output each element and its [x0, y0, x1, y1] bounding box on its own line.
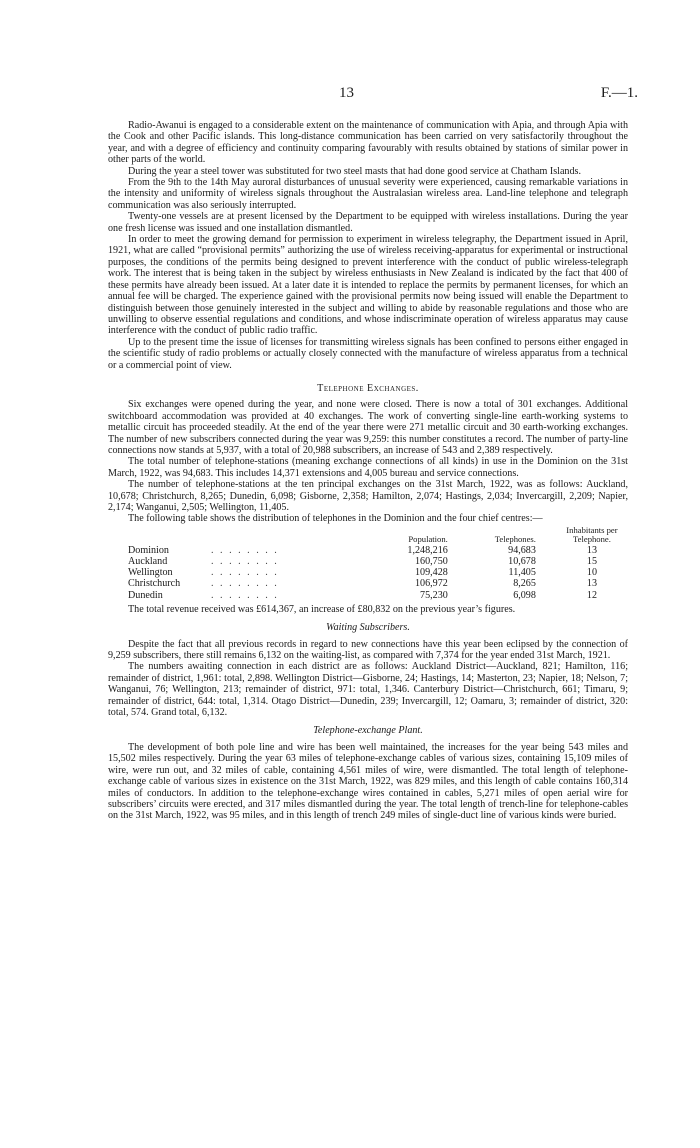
cell-place: Dominion: [128, 544, 169, 556]
cell-population: 160,750: [414, 556, 448, 568]
paragraph: The development of both pole line and wire has been well maintained, the increases for the year being 543 miles and 15,502 miles respectively. During the year 63 miles of telephone-exchange cables of various sizes, containing 15,109 miles of wire, were run out, and 32 miles of cable, containing 4,561 miles of wire, were dismantled. The total length of telephone-exchange cable of various sizes in existence on the 31st March, 1922, was 829 miles, and this length of cable contains 160,314 miles of conductors. In addition to the telephone-exchange wires contained in cables, 5,271 miles of open aerial wire for subscribers’ circuits were erected, and 317 miles dismantled during the year. The total length of trench-line for telephone-cables on the 31st March, 1922, was 95 miles, and in this length of trench 249 miles of single-duct line of various kinds were buried.: [108, 741, 628, 822]
header-inhabitants: Inhabitants per Telephone.: [566, 524, 618, 544]
paragraph: The total number of telephone-stations (meaning exchange connections of all kinds) in use in the Dominion on the 31st March, 1922, was 94,683. This includes 14,371 extensions and 4,005 bureau and service connections.: [108, 456, 628, 479]
table-row: [108, 567, 628, 578]
table-row: [108, 578, 628, 589]
paragraph: Twenty-one vessels are at present licensed by the Department to be equipped with wireless installations. During the year one fresh license was issued and one installation dismantled.: [108, 211, 628, 234]
telephone-distribution-table: [108, 526, 628, 601]
header-population: Population.: [408, 533, 448, 544]
cell-telephones: 8,265: [513, 578, 536, 590]
paragraph: The number of telephone-stations at the ten principal exchanges on the 31st March, 1922, was as follows: Auckland, 10,678; Christchurch, 8,265; Dunedin, 6,098; Gisborne, 2,358; Hamilton, 2,074; Hastings, 2,034; Invercargill, 2,209; Napier, 2,174; Wanganui, 2,505; Wellington, 11,405.: [108, 479, 628, 513]
paragraph: From the 9th to the 14th May auroral disturbances of unusual severity were experienced, causing remarkable variations in the intensity and uniformity of wireless signals throughout the Australasian wireless area. Land-line telephone and telegraph communication was also seriously interrupted.: [108, 177, 628, 211]
cell-inhabitants: 15: [586, 556, 597, 568]
section-heading-telephone-exchanges: Telephone Exchanges.: [317, 382, 419, 394]
cell-inhabitants: 13: [586, 578, 597, 590]
section-heading-exchange-plant: Telephone-exchange Plant.: [313, 725, 423, 737]
leader-dots: . . . . . . . .: [210, 589, 279, 601]
leader-dots: . . . . . . . .: [210, 578, 279, 590]
paragraph: Six exchanges were opened during the year, and none were closed. There is now a total of 301 exchanges. Additional switchboard accommodation was provided at 40 exchanges. The work of converting single-line earth-working systems to metallic circuit has proceeded steadily. At the end of the year there were 271 metallic circuit and 30 earth-working exchanges. The number of new subscribers connected during the year was 9,259: this number constitutes a record. The number of party-line connections now stands at 5,937, with a total of 20,988 subscribers, an increase of 543 and 2,389 respectively.: [108, 399, 628, 456]
paragraph: Up to the present time the issue of licenses for transmitting wireless signals has been confined to persons either engaged in the scientific study of radio problems or actually closely connected with the manufacture of wireless apparatus from a technical or a commercial point of view.: [108, 336, 628, 371]
cell-inhabitants: 10: [586, 567, 597, 579]
paragraph: The numbers awaiting connection in each district are as follows: Auckland District—Auckland, 821; Hamilton, 116; remainder of district, 1,961: total, 2,898. Wellington District—Gisborne, 24; Hastings, 14; Masterton, 23; Napier, 18; Nelson, 7; Wanganui, 76; Wellington, 213; remainder of district, 971: total, 1,346. Canterbury District—Christchurch, 661; Timaru, 9; remainder of district, 644: total, 1,314. Otago District—Dunedin, 239; Invercargill, 12; Oamaru, 3; remainder of district, 320: total, 574. Grand total, 6,132.: [108, 661, 628, 719]
paragraph: In order to meet the growing demand for permission to experiment in wireless telegraphy, the Department issued in April, 1921, what are called “provisional permits” authorizing the use of wireless receiving-apparatus for experimental or instructional purposes, the conditions of the permits being designed to prevent interference with the conduct of public wireless-telegraph work. The interest that is being taken in the subject by wireless enthusiasts in New Zealand is indicated by the fact that 400 of these permits have already been issued. At a later date it is intended to replace the permits by permanent licenses, for which an annual fee will be charged. The experience gained with the provisional permits now being issued will enable the Department to distinguish between those genuinely interested in the subject and willing to abide by reasonable regulations and those who are unwilling to observe essential regulations and conditions, and whose indiscriminate operation of wireless apparatus may cause interference with the conduct of public radio traffic.: [108, 234, 628, 337]
table-row: [108, 556, 628, 567]
cell-telephones: 6,098: [513, 589, 536, 601]
table-row: [108, 545, 628, 556]
section-heading-waiting-subscribers: Waiting Subscribers.: [326, 622, 410, 634]
paragraph: Radio-Awanui is engaged to a considerable extent on the maintenance of communication with Apia, and through Apia with the Cook and other Pacific islands. This long-distance communication has been carried on very satisfactorily throughout the year, and with a degree of efficiency and continuity comparing favourably with results obtained by stations of similar power in other parts of the world.: [108, 120, 628, 166]
cell-population: 75,230: [420, 589, 448, 601]
cell-place: Wellington: [128, 567, 173, 579]
cell-place: Dunedin: [128, 589, 163, 601]
paragraph: The following table shows the distribution of telephones in the Dominion and the four chief centres:—: [128, 513, 543, 525]
page-header: [0, 85, 700, 105]
cell-population: 106,972: [414, 578, 448, 590]
cell-population: 1,248,216: [407, 544, 448, 556]
leader-dots: . . . . . . . .: [210, 544, 279, 556]
cell-place: Auckland: [128, 556, 168, 568]
cell-telephones: 94,683: [508, 544, 536, 556]
paragraph: The total revenue received was £614,367, an increase of £80,832 on the previous year’s figures.: [128, 603, 516, 615]
leader-dots: . . . . . . . .: [210, 556, 279, 568]
leader-dots: . . . . . . . .: [210, 567, 279, 579]
paragraph: During the year a steel tower was substituted for two steel masts that had done good service at Chatham Islands.: [128, 165, 581, 177]
cell-population: 109,428: [414, 567, 448, 579]
cell-telephones: 10,678: [508, 556, 536, 568]
table-row: [108, 590, 628, 601]
document-body: [108, 120, 628, 822]
cell-inhabitants: 12: [586, 589, 597, 601]
page-number: 13: [339, 85, 354, 101]
table-header-row: [108, 526, 628, 545]
report-reference: F.—1.: [600, 85, 638, 101]
cell-inhabitants: 13: [586, 544, 597, 556]
paragraph: Despite the fact that all previous records in regard to new connections have this year been eclipsed by the connection of 9,259 subscribers, there still remains 6,132 on the waiting-list, as compared with 7,374 for the year ended 31st March, 1921.: [108, 638, 628, 662]
cell-telephones: 11,405: [508, 567, 536, 579]
header-telephones: Telephones.: [494, 533, 536, 544]
cell-place: Christchurch: [128, 578, 181, 590]
